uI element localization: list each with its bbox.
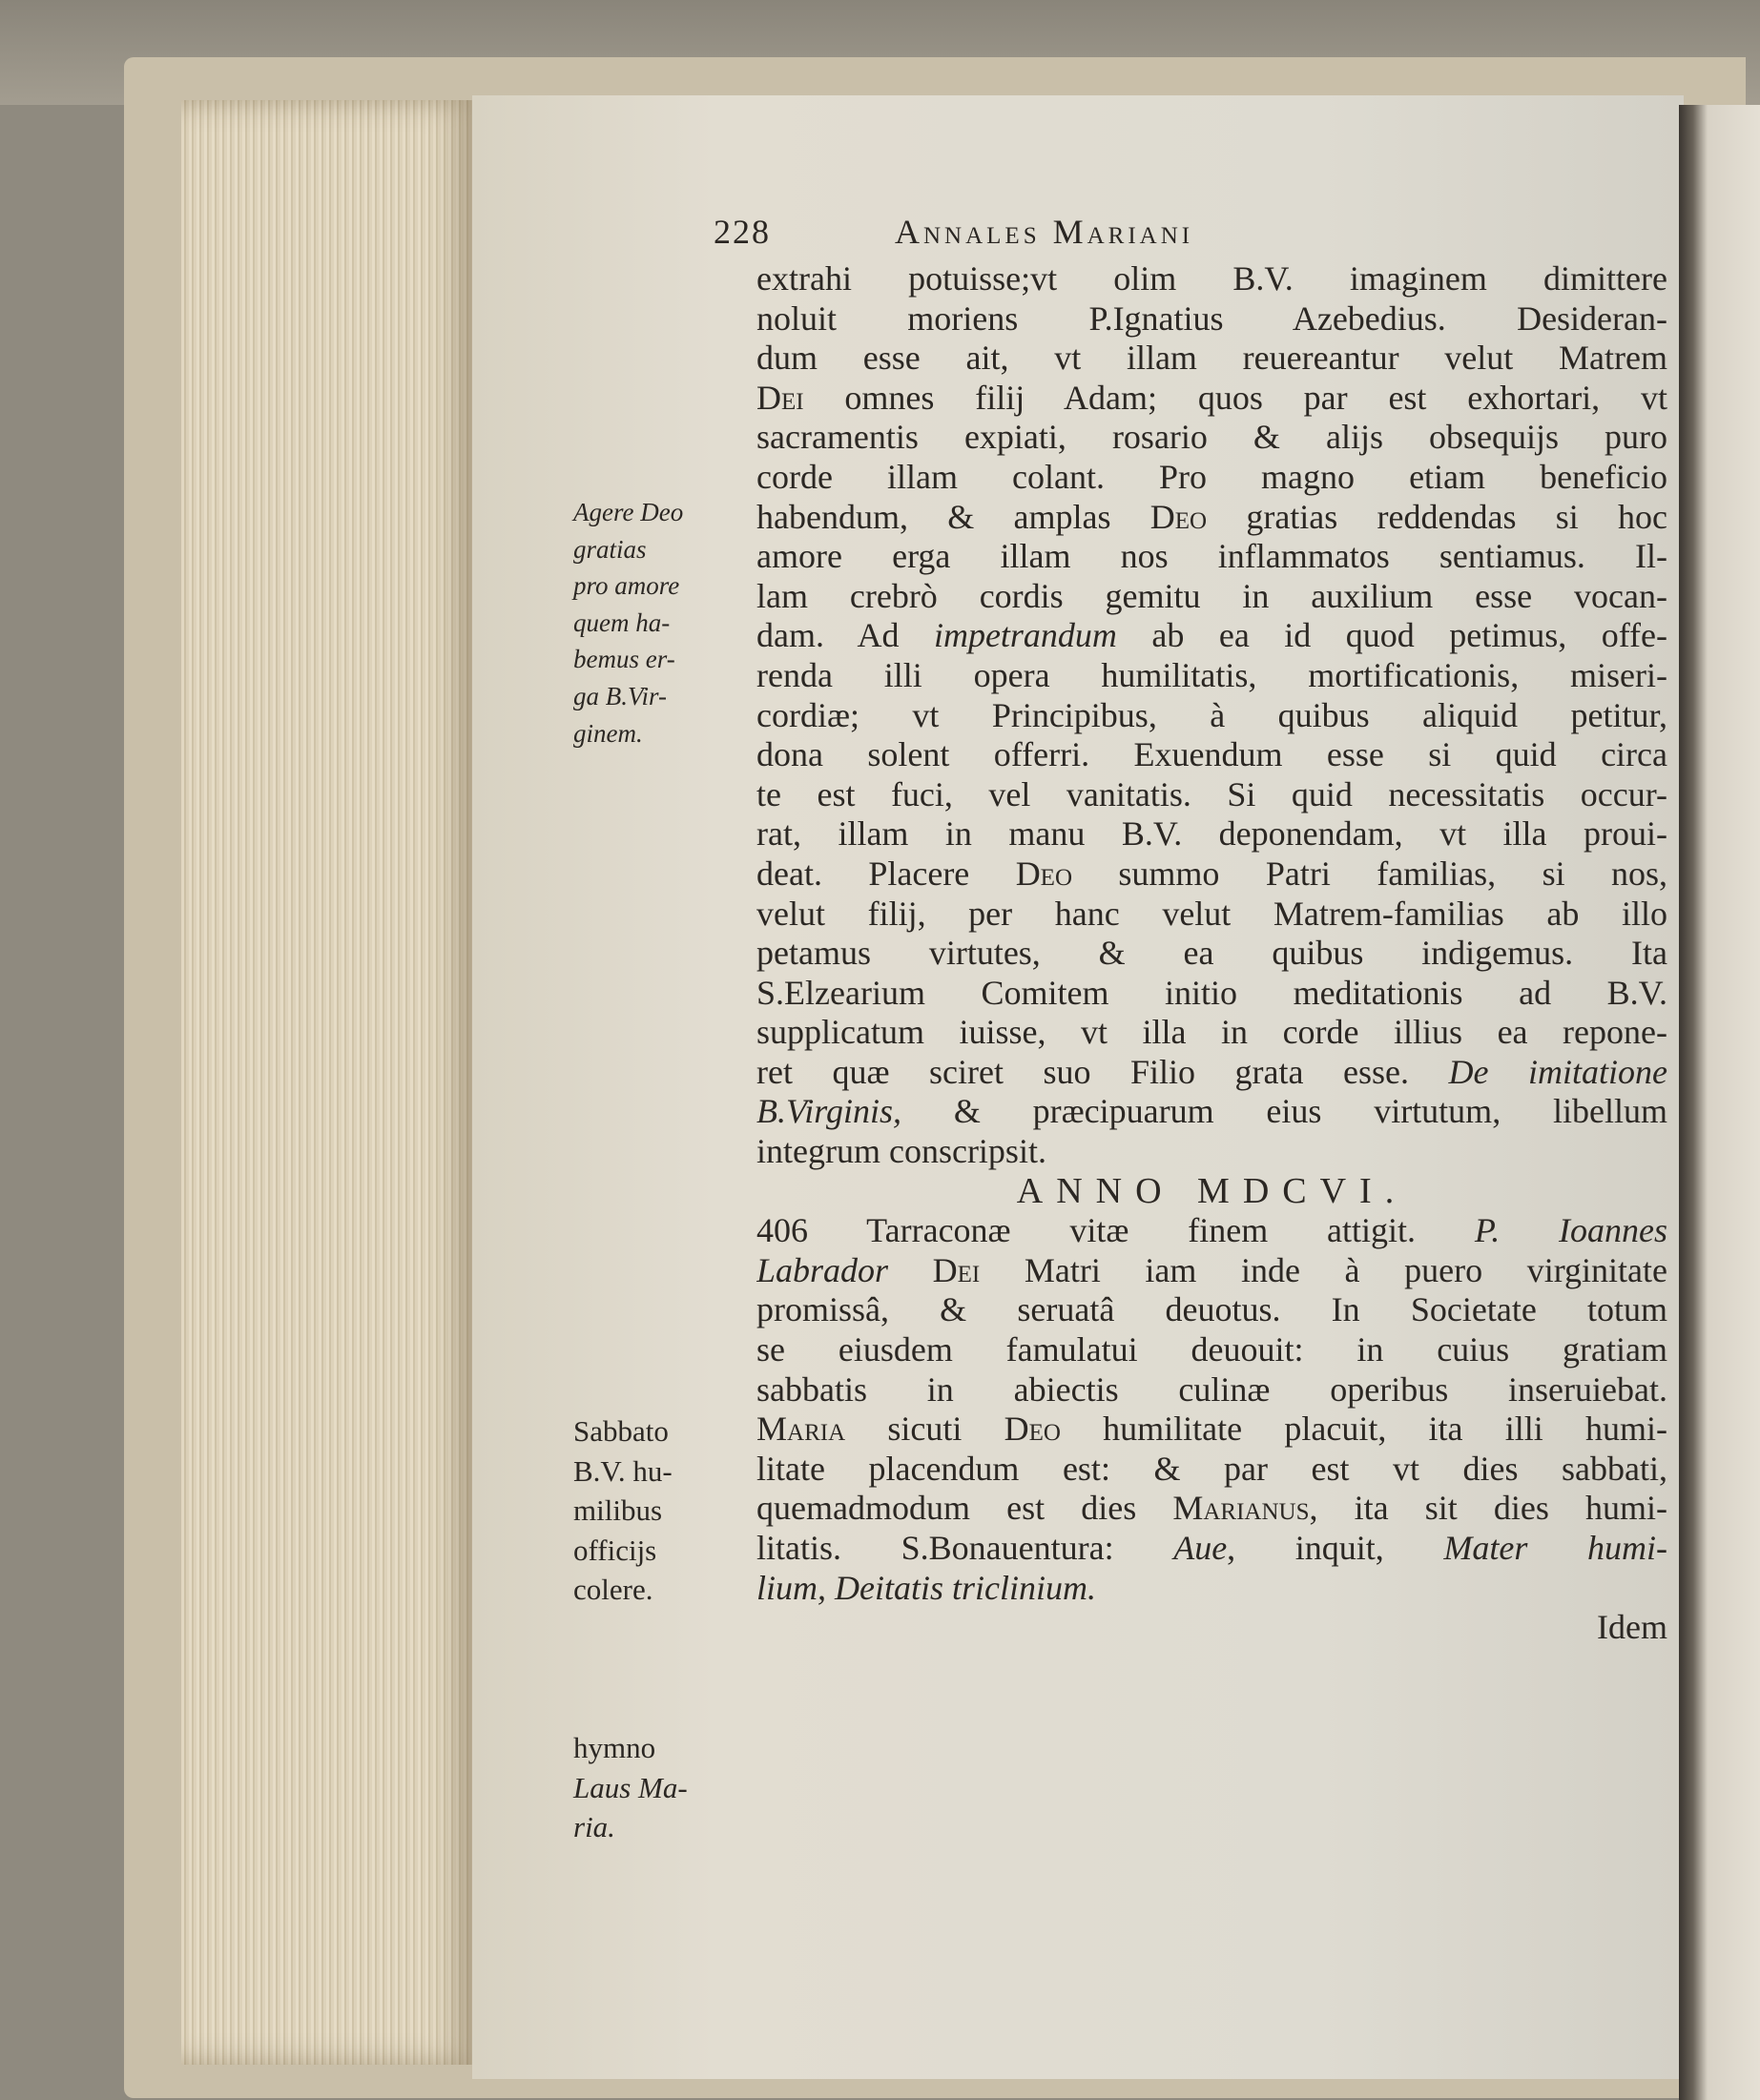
- text-segment: S.Elzearium Comitem initio meditationis ad B.V.: [756, 973, 1667, 1012]
- text-segment: humilitate placuit, ita illi humi-: [1060, 1410, 1667, 1449]
- margin-note-line: ga B.Vir-: [573, 681, 667, 710]
- running-title: Annales Mariani: [895, 213, 1194, 251]
- text-segment: amore erga illam nos inflammatos sentiamus. Il-: [756, 537, 1667, 576]
- text-line: [756, 1290, 1667, 1330]
- body-text: [756, 259, 1667, 1648]
- text-segment: , ita sit dies humi-: [1309, 1489, 1667, 1528]
- page-edges: [181, 100, 477, 2065]
- margin-note-line: ginem.: [573, 718, 643, 748]
- text-segment: deat. Placere: [756, 854, 1016, 893]
- text-line: [756, 974, 1667, 1014]
- text-segment: impetrandum: [933, 616, 1117, 655]
- text-segment: se eiusdem famulatui deuouit: in cuius gratiam: [756, 1330, 1667, 1369]
- text-segment: B.Virginis,: [756, 1092, 901, 1131]
- text-line: [756, 895, 1667, 935]
- margin-note-line: milibus: [573, 1493, 663, 1528]
- text-segment: rat, illam in manu B.V. deponendam, vt illa proui-: [756, 814, 1667, 854]
- text-line: [756, 1489, 1667, 1529]
- text-segment: sacramentis expiati, rosario & alijs obsequijs puro: [756, 418, 1667, 457]
- text-line: [756, 379, 1667, 419]
- text-segment: Matri iam inde à puero virginitate: [980, 1250, 1667, 1289]
- text-line: [756, 577, 1667, 617]
- text-line: [756, 1529, 1667, 1569]
- margin-note-line: pro amore: [573, 571, 680, 601]
- text-line: [756, 1410, 1667, 1450]
- text-line: [756, 537, 1667, 577]
- margin-note-line: Sabbato: [573, 1414, 669, 1448]
- margin-note-line: quem ha-: [573, 607, 671, 637]
- catchword: [756, 1608, 1667, 1648]
- text-line: [756, 299, 1667, 340]
- margin-note-agere-deo: [573, 494, 683, 751]
- text-segment: 406 Tarraconæ vitæ finem attigit.: [756, 1211, 1475, 1250]
- margin-note-line: ria.: [573, 1810, 615, 1844]
- text-line: [756, 1132, 1667, 1172]
- text-line: [756, 656, 1667, 696]
- text-segment: renda illi opera humilitatis, mortificationis, miseri-: [756, 655, 1667, 694]
- text-segment: ANNO MDCVI.: [1016, 1171, 1408, 1211]
- text-line: [756, 1013, 1667, 1053]
- margin-note-line: hymno: [573, 1731, 656, 1764]
- text-segment: Deo: [1015, 854, 1073, 893]
- text-segment: ab ea id quod petimus, offe-: [1116, 616, 1667, 655]
- text-segment: litate placendum est: & par est vt dies sabbati,: [756, 1449, 1667, 1488]
- text-line: [756, 1053, 1667, 1093]
- margin-note-line: Agere Deo: [573, 498, 684, 526]
- text-segment: Dei: [756, 378, 804, 417]
- text-line: [756, 1370, 1667, 1410]
- text-segment: Mater humi-: [1443, 1529, 1667, 1567]
- page-number: 228: [714, 213, 771, 251]
- text-segment: Labrador: [756, 1250, 889, 1289]
- text-segment: dona solent offerri. Exuendum esse si quid circa: [756, 735, 1667, 774]
- text-segment: corde illam colant. Pro magno etiam beneficio: [756, 457, 1667, 496]
- text-segment: lium, Deitatis triclinium.: [756, 1568, 1096, 1607]
- text-segment: noluit moriens P.Ignatius Azebedius. Desideran-: [756, 299, 1667, 338]
- text-segment: gratias reddendas si hoc: [1207, 497, 1667, 536]
- text-line: [756, 735, 1667, 775]
- margin-note-line: officijs: [573, 1533, 657, 1567]
- text-segment: lam crebrò cordis gemitu in auxilium esse vocan-: [756, 576, 1667, 615]
- text-line: [756, 1092, 1667, 1132]
- text-segment: litatis. S.Bonauentura:: [756, 1529, 1174, 1567]
- text-segment: Idem: [1597, 1608, 1667, 1647]
- margin-note-line: gratias: [573, 534, 647, 564]
- text-line: [756, 259, 1667, 299]
- text-segment: quemadmodum est dies: [756, 1489, 1173, 1528]
- text-line: [756, 458, 1667, 498]
- margin-note-line: Laus Ma-: [573, 1770, 688, 1804]
- text-segment: De imitatione: [1448, 1052, 1667, 1091]
- text-line: [756, 854, 1667, 895]
- text-segment: supplicatum iuisse, vt illa in corde illius ea repone-: [756, 1013, 1667, 1052]
- text-segment: dum esse ait, vt illam reuereantur velut Matrem: [756, 339, 1667, 378]
- text-segment: Aue: [1173, 1529, 1228, 1567]
- text-line: [756, 1211, 1667, 1251]
- text-segment: P. Ioannes: [1474, 1211, 1667, 1250]
- text-line: [756, 418, 1667, 458]
- text-line: [756, 934, 1667, 974]
- text-line: [756, 1330, 1667, 1370]
- text-segment: sicuti: [845, 1410, 1004, 1449]
- text-segment: integrum conscripsit.: [756, 1132, 1046, 1171]
- text-segment: & præcipuarum eius virtutum, libellum: [901, 1092, 1667, 1131]
- text-segment: Marianus: [1172, 1489, 1310, 1528]
- text-line: [756, 1251, 1667, 1291]
- year-heading: [756, 1172, 1667, 1212]
- text-segment: [888, 1251, 933, 1289]
- text-line: [756, 696, 1667, 736]
- margin-note-line: colere.: [573, 1573, 653, 1607]
- text-line: [756, 1450, 1667, 1490]
- text-segment: Dei: [932, 1250, 981, 1289]
- text-line: [756, 1569, 1667, 1609]
- text-segment: cordiæ; vt Principibus, à quibus aliquid petitur,: [756, 695, 1667, 734]
- text-line: [756, 339, 1667, 379]
- text-segment: Deo: [1004, 1410, 1061, 1449]
- text-segment: sabbatis in abiectis culinæ operibus inseruiebat.: [756, 1369, 1667, 1409]
- margin-note-sabbato: [573, 1411, 673, 1610]
- text-line: [756, 814, 1667, 854]
- text-segment: omnes filij Adam; quos par est exhortari, vt: [803, 378, 1667, 417]
- text-line: [756, 498, 1667, 538]
- margin-note-line: bemus er-: [573, 645, 675, 674]
- text-segment: dam. Ad: [756, 616, 934, 655]
- facing-page-edge: [1679, 105, 1760, 2100]
- text-segment: Maria: [756, 1410, 846, 1449]
- text-segment: extrahi potuisse;vt olim B.V. imaginem dimittere: [756, 259, 1667, 298]
- text-segment: promissâ, & seruatâ deuotus. In Societate totum: [756, 1290, 1667, 1329]
- text-segment: te est fuci, vel vanitatis. Si quid necessitatis occur-: [756, 774, 1667, 813]
- margin-note-line: B.V. hu-: [573, 1453, 673, 1488]
- text-segment: velut filij, per hanc velut Matrem-familias ab illo: [756, 894, 1667, 933]
- text-segment: , inquit,: [1227, 1529, 1444, 1567]
- text-segment: Deo: [1149, 497, 1208, 536]
- margin-note-hymno: [573, 1728, 688, 1847]
- text-segment: summo Patri familias, si nos,: [1072, 854, 1667, 893]
- text-segment: ret quæ sciret suo Filio grata esse.: [756, 1052, 1449, 1091]
- text-line: [756, 775, 1667, 815]
- text-segment: petamus virtutes, & ea quibus indigemus. Ita: [756, 934, 1667, 973]
- text-segment: habendum, & amplas: [756, 497, 1150, 536]
- text-line: [756, 616, 1667, 656]
